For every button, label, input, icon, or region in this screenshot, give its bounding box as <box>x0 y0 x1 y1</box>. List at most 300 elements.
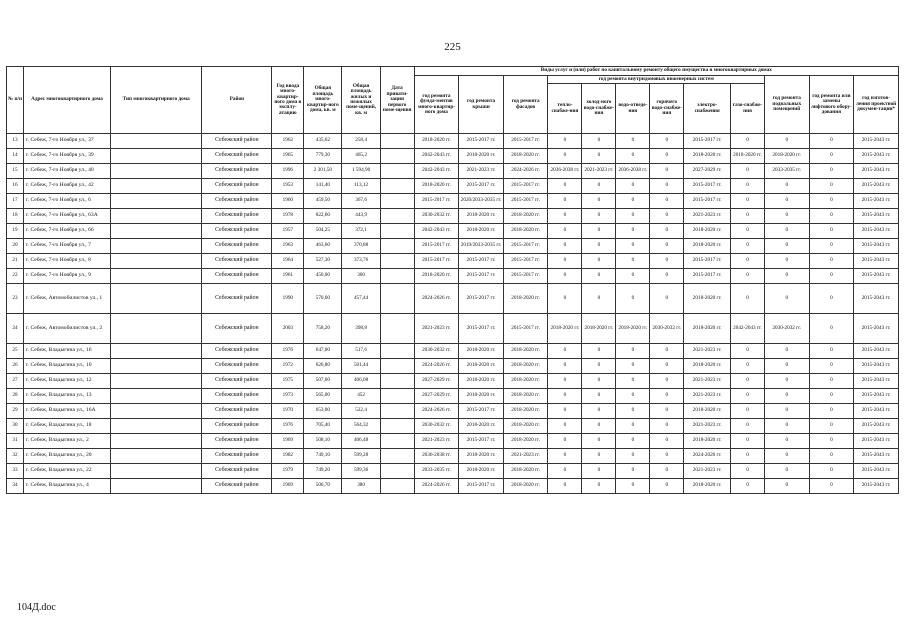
cell-cold-water: 0 <box>582 209 616 224</box>
cell-district: Себежский район <box>202 479 272 494</box>
table-row <box>7 239 899 254</box>
cell-living-area: 452 <box>342 389 380 404</box>
cell-num: 34 <box>7 479 24 494</box>
cell-gas: 0 <box>731 449 765 464</box>
table-row <box>7 434 899 449</box>
cell-hot-water: 0 <box>650 224 684 239</box>
cell-hot-water: 0 <box>650 179 684 194</box>
cell-electric: 2015-2017 гг. <box>684 134 731 149</box>
cell-design-docs: 2015-2043 гг. <box>854 449 899 464</box>
cell-house-type <box>111 359 202 374</box>
cell-num: 27 <box>7 374 24 389</box>
cell-facade: 2015-2017 гг. <box>503 239 548 254</box>
cell-num: 25 <box>7 344 24 359</box>
cell-total-area: 435,62 <box>304 134 342 149</box>
cell-district: Себежский район <box>202 344 272 359</box>
cell-basement: 0 <box>764 284 809 314</box>
cell-district: Себежский район <box>202 239 272 254</box>
cell-electric: 2018-2020 гг. <box>684 224 731 239</box>
cell-electric: 2018-2020 гг. <box>684 404 731 419</box>
header-facade: год ремонта фасадов <box>503 76 548 134</box>
cell-heating: 0 <box>548 464 582 479</box>
cell-district: Себежский район <box>202 179 272 194</box>
cell-privatization <box>380 479 414 494</box>
cell-gas: 0 <box>731 194 765 209</box>
cell-address: г. Себеж, Владыгина ул., 20 <box>23 449 110 464</box>
cell-living-area: 258,4 <box>342 134 380 149</box>
cell-heating: 0 <box>548 419 582 434</box>
cell-basement: 0 <box>764 344 809 359</box>
cell-facade: 2018-2020 гг. <box>503 389 548 404</box>
cell-privatization <box>380 449 414 464</box>
cell-heating: 0 <box>548 209 582 224</box>
cell-house-type <box>111 464 202 479</box>
cell-total-area: 653,00 <box>304 404 342 419</box>
cell-cold-water: 0 <box>582 449 616 464</box>
cell-electric: 2015-2017 гг. <box>684 254 731 269</box>
cell-electric: 2018-2020 гг. <box>684 359 731 374</box>
cell-cold-water: 0 <box>582 374 616 389</box>
cell-cold-water: 0 <box>582 389 616 404</box>
cell-total-area: 749,10 <box>304 449 342 464</box>
cell-sewerage: 0 <box>616 284 650 314</box>
cell-living-area: 522,4 <box>342 404 380 419</box>
cell-heating: 0 <box>548 479 582 494</box>
cell-sewerage: 0 <box>616 149 650 164</box>
cell-district: Себежский район <box>202 134 272 149</box>
cell-facade: 2015-2017 гг. <box>503 314 548 344</box>
cell-design-docs: 2015-2043 гг. <box>854 209 899 224</box>
cell-foundation: 2024-2026 гг. <box>414 479 459 494</box>
cell-year-built: 1960 <box>272 194 304 209</box>
table-row <box>7 419 899 434</box>
cell-sewerage: 0 <box>616 419 650 434</box>
cell-privatization <box>380 134 414 149</box>
cell-facade: 2018-2020 гг. <box>503 434 548 449</box>
cell-heating: 2036-2038 гг. <box>548 164 582 179</box>
cell-electric: 2021-2023 гг. <box>684 209 731 224</box>
cell-basement: 0 <box>764 194 809 209</box>
header-district: Район <box>202 67 272 134</box>
table-row <box>7 224 899 239</box>
cell-gas: 0 <box>731 374 765 389</box>
cell-facade: 2018-2020 гг. <box>503 284 548 314</box>
cell-basement: 0 <box>764 374 809 389</box>
cell-roof: 2018-2020 гг. <box>459 344 504 359</box>
cell-cold-water: 0 <box>582 479 616 494</box>
cell-year-built: 1976 <box>272 419 304 434</box>
cell-foundation: 2015-2017 гг. <box>414 194 459 209</box>
cell-elevator: 0 <box>809 284 854 314</box>
cell-elevator: 0 <box>809 314 854 344</box>
cell-roof: 2018-2020 гг. <box>459 389 504 404</box>
cell-total-area: 647,00 <box>304 344 342 359</box>
cell-cold-water: 0 <box>582 149 616 164</box>
cell-total-area: 463,60 <box>304 239 342 254</box>
cell-foundation: 2018-2020 гг. <box>414 179 459 194</box>
cell-sewerage: 0 <box>616 179 650 194</box>
cell-electric: 2021-2023 гг. <box>684 419 731 434</box>
cell-living-area: 398,8 <box>342 314 380 344</box>
cell-house-type <box>111 224 202 239</box>
cell-num: 26 <box>7 359 24 374</box>
cell-electric: 2018-2020 гг. <box>684 284 731 314</box>
cell-total-area: 141,40 <box>304 179 342 194</box>
cell-total-area: 527,30 <box>304 254 342 269</box>
header-living-area: Общая площадь жилых и нежилых поме-щений, кв. м <box>342 67 380 134</box>
cell-house-type <box>111 284 202 314</box>
page-number: 225 <box>444 41 461 53</box>
cell-hot-water: 0 <box>650 359 684 374</box>
cell-total-area: 705,40 <box>304 419 342 434</box>
cell-foundation: 2024-2026 гг. <box>414 284 459 314</box>
cell-address: г. Себеж, Автомобилистов ул., 1 <box>23 284 110 314</box>
cell-sewerage: 0 <box>616 134 650 149</box>
cell-house-type <box>111 344 202 359</box>
cell-cold-water: 0 <box>582 284 616 314</box>
cell-sewerage: 0 <box>616 269 650 284</box>
cell-address: г. Себеж, 7-го Ноября ул., 40 <box>23 164 110 179</box>
cell-living-area: 373,76 <box>342 254 380 269</box>
cell-district: Себежский район <box>202 359 272 374</box>
cell-hot-water: 0 <box>650 284 684 314</box>
cell-house-type <box>111 434 202 449</box>
table-row <box>7 179 899 194</box>
cell-house-type <box>111 404 202 419</box>
cell-hot-water: 2030-2032 гг. <box>650 314 684 344</box>
cell-foundation: 2030-2032 гг. <box>414 209 459 224</box>
cell-electric: 2021-2023 гг. <box>684 464 731 479</box>
cell-gas: 0 <box>731 209 765 224</box>
cell-roof: 2018-2020 гг. <box>459 149 504 164</box>
cell-district: Себежский район <box>202 434 272 449</box>
cell-electric: 2015-2017 гг. <box>684 179 731 194</box>
cell-gas: 0 <box>731 134 765 149</box>
cell-house-type <box>111 479 202 494</box>
cell-year-built: 1969 <box>272 479 304 494</box>
cell-address: г. Себеж, Владыгина ул., 4 <box>23 479 110 494</box>
cell-heating: 0 <box>548 254 582 269</box>
cell-elevator: 0 <box>809 404 854 419</box>
cell-sewerage: 0 <box>616 194 650 209</box>
cell-elevator: 0 <box>809 149 854 164</box>
cell-design-docs: 2015-2043 гг. <box>854 269 899 284</box>
cell-hot-water: 0 <box>650 389 684 404</box>
cell-design-docs: 2015-2043 гг. <box>854 179 899 194</box>
cell-basement: 0 <box>764 389 809 404</box>
cell-gas: 0 <box>731 389 765 404</box>
cell-elevator: 0 <box>809 344 854 359</box>
cell-num: 17 <box>7 194 24 209</box>
cell-sewerage: 0 <box>616 434 650 449</box>
cell-num: 23 <box>7 284 24 314</box>
cell-elevator: 0 <box>809 464 854 479</box>
cell-year-built: 1963 <box>272 239 304 254</box>
header-internal-systems: год ремонта внутридомовых инженерных систем <box>548 76 765 84</box>
cell-num: 31 <box>7 434 24 449</box>
cell-sewerage: 0 <box>616 479 650 494</box>
cell-cold-water: 0 <box>582 434 616 449</box>
cell-year-built: 1973 <box>272 389 304 404</box>
cell-design-docs: 2015-2043 гг. <box>854 194 899 209</box>
cell-address: г. Себеж, 7-го Ноября ул., 7 <box>23 239 110 254</box>
cell-address: г. Себеж, 7-го Ноября ул., 9 <box>23 269 110 284</box>
cell-elevator: 0 <box>809 164 854 179</box>
cell-elevator: 0 <box>809 269 854 284</box>
cell-foundation: 2024-2026 гг. <box>414 404 459 419</box>
cell-basement: 0 <box>764 254 809 269</box>
cell-sewerage: 0 <box>616 359 650 374</box>
cell-num: 18 <box>7 209 24 224</box>
cell-privatization <box>380 359 414 374</box>
cell-foundation: 2018-2020 гг. <box>414 134 459 149</box>
cell-basement: 0 <box>764 419 809 434</box>
cell-address: г. Себеж, Автомобилистов ул., 2 <box>23 314 110 344</box>
cell-district: Себежский район <box>202 404 272 419</box>
cell-facade: 2015-2017 гг. <box>503 134 548 149</box>
cell-elevator: 0 <box>809 359 854 374</box>
cell-cold-water: 0 <box>582 194 616 209</box>
cell-electric: 2018-2020 гг. <box>684 479 731 494</box>
cell-basement: 0 <box>764 134 809 149</box>
cell-basement: 0 <box>764 404 809 419</box>
table-row <box>7 134 899 149</box>
cell-electric: 2018-2020 гг. <box>684 149 731 164</box>
cell-gas: 0 <box>731 239 765 254</box>
cell-hot-water: 0 <box>650 239 684 254</box>
cell-foundation: 2042-2043 гг. <box>414 164 459 179</box>
cell-living-area: 599,28 <box>342 449 380 464</box>
header-electric: электро-снабжения <box>684 84 731 134</box>
cell-basement: 0 <box>764 359 809 374</box>
cell-privatization <box>380 464 414 479</box>
cell-basement: 0 <box>764 239 809 254</box>
cell-privatization <box>380 164 414 179</box>
cell-design-docs: 2015-2043 гг. <box>854 254 899 269</box>
cell-foundation: 2027-2029 гг. <box>414 389 459 404</box>
cell-num: 20 <box>7 239 24 254</box>
cell-house-type <box>111 314 202 344</box>
cell-num: 33 <box>7 464 24 479</box>
cell-cold-water: 2018-2020 гг. <box>582 314 616 344</box>
cell-facade: 2018-2020 гг. <box>503 344 548 359</box>
table-row <box>7 359 899 374</box>
cell-elevator: 0 <box>809 239 854 254</box>
cell-gas: 0 <box>731 464 765 479</box>
cell-facade: 2018-2020 гг. <box>503 464 548 479</box>
cell-year-built: 1976 <box>272 344 304 359</box>
cell-privatization <box>380 434 414 449</box>
cell-year-built: 1970 <box>272 404 304 419</box>
cell-gas: 2042-2043 гг. <box>731 314 765 344</box>
cell-living-area: 457,44 <box>342 284 380 314</box>
cell-num: 13 <box>7 134 24 149</box>
cell-cold-water: 0 <box>582 224 616 239</box>
cell-electric: 2021-2023 гг. <box>684 374 731 389</box>
cell-sewerage: 2018-2020 гг. <box>616 314 650 344</box>
cell-gas: 0 <box>731 254 765 269</box>
cell-address: г. Себеж, Владыгина ул., 10 <box>23 359 110 374</box>
table-row <box>7 449 899 464</box>
cell-district: Себежский район <box>202 164 272 179</box>
cell-gas: 0 <box>731 344 765 359</box>
cell-foundation: 2015-2017 гг. <box>414 254 459 269</box>
cell-living-area: 1 594,90 <box>342 164 380 179</box>
cell-house-type <box>111 179 202 194</box>
cell-privatization <box>380 344 414 359</box>
header-elevator: год ремонта или замены лифтового обору-дования <box>809 76 854 134</box>
cell-address: г. Себеж, 7-го Ноября ул., 37 <box>23 134 110 149</box>
cell-house-type <box>111 134 202 149</box>
cell-year-built: 2003 <box>272 314 304 344</box>
cell-roof: 2018-2020 гг. <box>459 224 504 239</box>
cell-gas: 0 <box>731 434 765 449</box>
cell-district: Себежский район <box>202 224 272 239</box>
cell-year-built: 1962 <box>272 134 304 149</box>
cell-privatization <box>380 374 414 389</box>
cell-living-area: 367,6 <box>342 194 380 209</box>
cell-total-area: 626,80 <box>304 359 342 374</box>
cell-total-area: 779,30 <box>304 149 342 164</box>
cell-design-docs: 2015-2043 гг. <box>854 419 899 434</box>
cell-foundation: 2018-2020 гг. <box>414 269 459 284</box>
cell-electric: 2018-2020 гг. <box>684 434 731 449</box>
cell-cold-water: 0 <box>582 134 616 149</box>
cell-elevator: 0 <box>809 434 854 449</box>
cell-cold-water: 0 <box>582 269 616 284</box>
cell-gas: 0 <box>731 419 765 434</box>
cell-cold-water: 0 <box>582 344 616 359</box>
cell-sewerage: 0 <box>616 449 650 464</box>
cell-roof: 2015-2017 гг. <box>459 284 504 314</box>
cell-gas: 0 <box>731 164 765 179</box>
cell-heating: 0 <box>548 149 582 164</box>
cell-electric: 2024-2026 гг. <box>684 449 731 464</box>
cell-hot-water: 0 <box>650 344 684 359</box>
cell-basement: 0 <box>764 449 809 464</box>
cell-privatization <box>380 239 414 254</box>
cell-num: 30 <box>7 419 24 434</box>
table-row <box>7 149 899 164</box>
cell-total-area: 459,50 <box>304 194 342 209</box>
cell-address: г. Себеж, 7-го Ноября ул., 8 <box>23 254 110 269</box>
cell-address: г. Себеж, 7-го Ноября ул., 42 <box>23 179 110 194</box>
cell-roof: 2015-2017 гг. <box>459 434 504 449</box>
cell-num: 16 <box>7 179 24 194</box>
cell-elevator: 0 <box>809 194 854 209</box>
cell-year-built: 1964 <box>272 254 304 269</box>
cell-cold-water: 0 <box>582 419 616 434</box>
cell-cold-water: 0 <box>582 359 616 374</box>
capital-repair-table <box>6 66 899 494</box>
cell-sewerage: 0 <box>616 344 650 359</box>
cell-foundation: 2030-2032 гг. <box>414 344 459 359</box>
cell-district: Себежский район <box>202 269 272 284</box>
cell-basement: 0 <box>764 269 809 284</box>
cell-gas: 0 <box>731 179 765 194</box>
cell-cold-water: 2021-2023 гг. <box>582 164 616 179</box>
cell-sewerage: 0 <box>616 224 650 239</box>
cell-house-type <box>111 389 202 404</box>
cell-house-type <box>111 269 202 284</box>
header-gas: газо-снабже-ния <box>731 84 765 134</box>
cell-design-docs: 2015-2043 гг. <box>854 359 899 374</box>
cell-total-area: 508,10 <box>304 434 342 449</box>
cell-year-built: 1990 <box>272 284 304 314</box>
cell-gas: 0 <box>731 224 765 239</box>
cell-address: г. Себеж, 7-го Ноября ул., 39 <box>23 149 110 164</box>
cell-privatization <box>380 269 414 284</box>
cell-district: Себежский район <box>202 194 272 209</box>
cell-roof: 2018-2020 гг. <box>459 209 504 224</box>
table-body <box>7 134 899 494</box>
cell-sewerage: 0 <box>616 389 650 404</box>
cell-roof: 2019/2033-2035 гг. <box>459 239 504 254</box>
cell-heating: 0 <box>548 179 582 194</box>
cell-address: г. Себеж, Владыгина ул., 16 <box>23 344 110 359</box>
cell-roof: 2015-2017 гг. <box>459 269 504 284</box>
cell-living-area: 372,1 <box>342 224 380 239</box>
cell-hot-water: 0 <box>650 194 684 209</box>
cell-year-built: 1979 <box>272 464 304 479</box>
header-house-type: Тип многоквартирного дома <box>111 67 202 134</box>
cell-privatization <box>380 224 414 239</box>
cell-elevator: 0 <box>809 254 854 269</box>
header-privatization: Дата привати-зации первого поме-щения <box>380 67 414 134</box>
cell-heating: 0 <box>548 344 582 359</box>
cell-house-type <box>111 239 202 254</box>
cell-electric: 2015-2017 гг. <box>684 194 731 209</box>
cell-hot-water: 0 <box>650 134 684 149</box>
cell-facade: 2018-2020 гг. <box>503 419 548 434</box>
cell-district: Себежский район <box>202 449 272 464</box>
table-row <box>7 209 899 224</box>
cell-living-area: 406,08 <box>342 374 380 389</box>
cell-design-docs: 2015-2043 гг. <box>854 479 899 494</box>
cell-hot-water: 0 <box>650 269 684 284</box>
cell-total-area: 2 301,50 <box>304 164 342 179</box>
cell-hot-water: 0 <box>650 479 684 494</box>
header-services-group: Виды услуг и (или) работ по капитальному ремонту общего имущества в многоквартирных домах <box>414 67 898 76</box>
cell-sewerage: 0 <box>616 239 650 254</box>
cell-privatization <box>380 194 414 209</box>
cell-privatization <box>380 284 414 314</box>
cell-num: 28 <box>7 389 24 404</box>
cell-foundation: 2021-2023 гг. <box>414 314 459 344</box>
cell-cold-water: 0 <box>582 239 616 254</box>
cell-year-built: 1953 <box>272 179 304 194</box>
cell-living-area: 599,36 <box>342 464 380 479</box>
cell-total-area: 506,70 <box>304 479 342 494</box>
cell-total-area: 504,25 <box>304 224 342 239</box>
cell-living-area: 465,2 <box>342 149 380 164</box>
table-row <box>7 374 899 389</box>
cell-gas: 0 <box>731 479 765 494</box>
cell-living-area: 113,12 <box>342 179 380 194</box>
cell-design-docs: 2015-2043 гг. <box>854 164 899 179</box>
cell-gas: 0 <box>731 284 765 314</box>
cell-elevator: 0 <box>809 134 854 149</box>
cell-heating: 0 <box>548 404 582 419</box>
cell-address: г. Себеж, 7-го Ноября ул., 63А <box>23 209 110 224</box>
cell-sewerage: 0 <box>616 254 650 269</box>
cell-design-docs: 2015-2043 гг. <box>854 314 899 344</box>
cell-district: Себежский район <box>202 374 272 389</box>
cell-living-area: 360 <box>342 269 380 284</box>
cell-heating: 2018-2020 гг. <box>548 314 582 344</box>
cell-design-docs: 2015-2043 гг. <box>854 434 899 449</box>
cell-facade: 2018-2020 гг. <box>503 359 548 374</box>
